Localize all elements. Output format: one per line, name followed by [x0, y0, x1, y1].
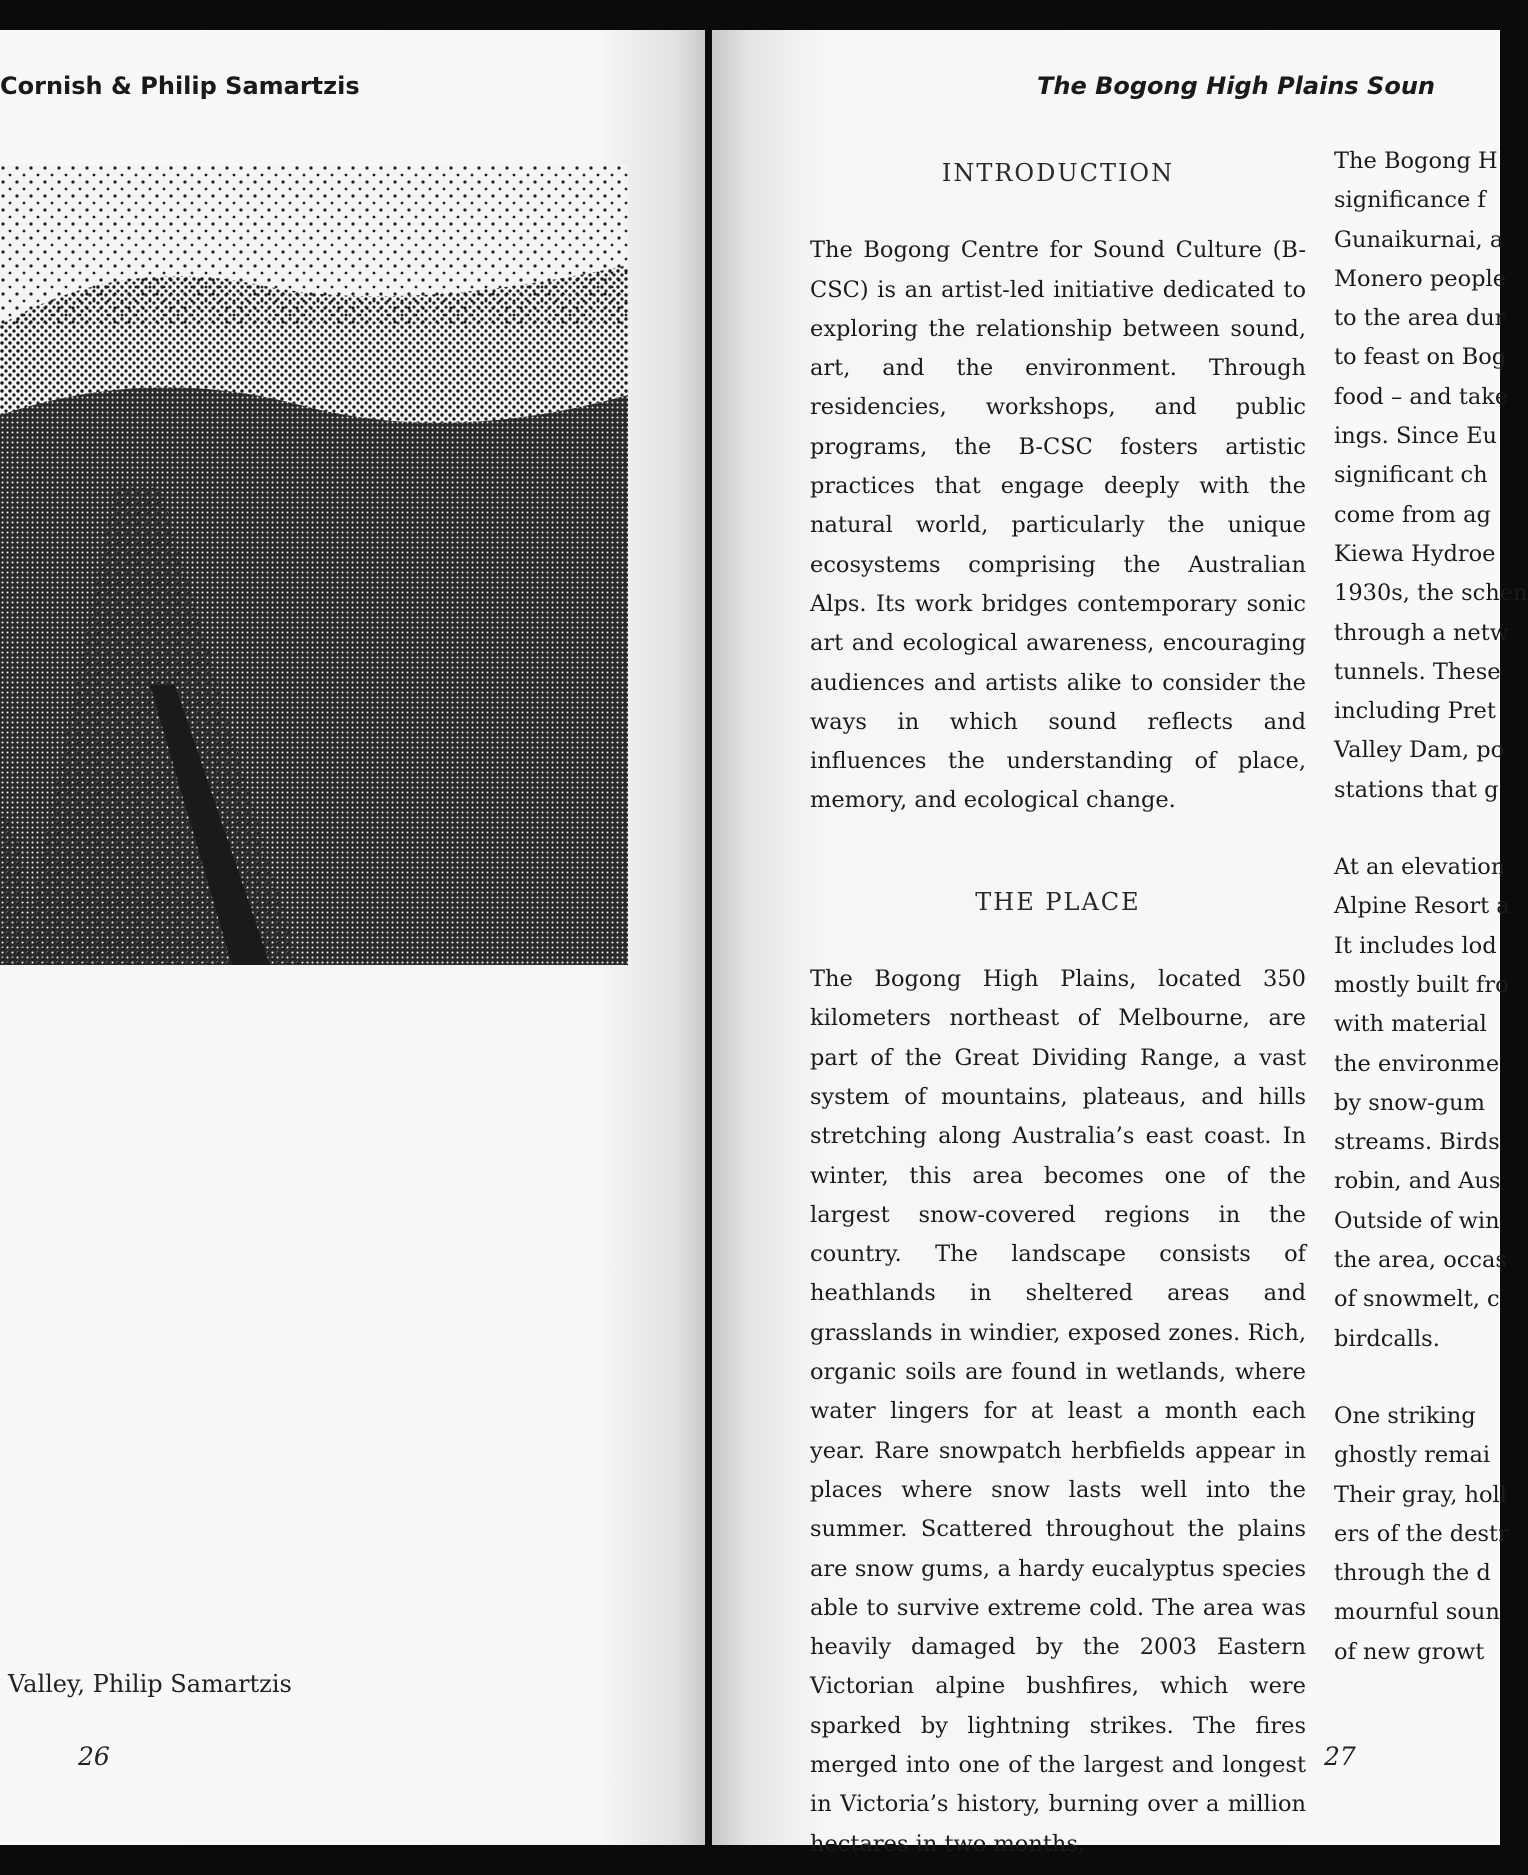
place-paragraph: The Bogong High Plains, located 350 kilometers northeast of Melbourne, are part of the Great Dividing Range, a vast system of mountains, plateaus, and hills stretching along Australia’s east coast. In winter, this area becomes one of the largest snow-covered regions in the country. The landscape consists of heathlands in sheltered areas and grasslands in windier, exposed zones. Rich, organic soils are found in wetlands, where water lingers for at least a month each year. Rare snowpatch herbfields appear in places where snow lasts well into the summer. Scattered throughout the plains are snow gums, a hardy eucalyptus species able to survive extreme cold. The area was heavily damaged by the 2003 Eastern Victorian alpine bushfires, which were sparked by lightning strikes. The fires merged into one of the largest and longest in Victoria’s history, burning over a million hectares in two months.	[810, 966, 1306, 1857]
running-head-right: The Bogong High Plains Soun	[1037, 72, 1436, 100]
running-head-left: Cornish & Philip Samartzis	[0, 72, 360, 100]
place-heading: THE PLACE	[975, 887, 1141, 916]
main-text-column	[810, 142, 1306, 1864]
page-number-left: 26	[78, 1742, 110, 1771]
introduction-paragraph: The Bogong Centre for Sound Culture (B-CSC) is an artist-led initiative dedicated to exploring the relationship between sound, art, and the environment. Through residencies, workshops, and public programs, the B-CSC fosters artistic practices that engage deeply with the natural world, particularly the unique ecosystems comprising the Australian Alps. Its work bridges contemporary sonic art and ecological awareness, encouraging audiences and artists alike to consider the ways in which sound reflects and influences the understanding of place, memory, and ecological change.	[810, 237, 1306, 814]
side-text-column	[1334, 142, 1528, 1672]
side-paragraph-snow-gums: One striking ghostly remai Their gray, holl ers of the destr through the d mournful soun of new growt	[1334, 1402, 1509, 1665]
side-paragraph-resort: At an elevation Alpine Resort a It includes lod mostly built fro with material the environme by snow-gum streams. Birds robin, and Aus Outside of win the area, occas of snowmelt, c birdcalls.	[1334, 854, 1510, 1352]
landscape-photo	[0, 165, 628, 965]
page-number-right: 27	[1324, 1742, 1356, 1771]
right-page	[712, 30, 1528, 1857]
introduction-heading: INTRODUCTION	[941, 159, 1175, 187]
side-paragraph-history: The Bogong H significance f Gunaikurnai, a Monero people to the area dur to feast on Bog food – and take ings. Since Eu significant ch come from ag Kiewa Hydroe 1930s, the schen through a netw tunnels. These including Pret Valley Dam, po stations that g	[1334, 148, 1528, 803]
stipple-landscape-photo-icon	[0, 165, 628, 965]
figure-caption: Valley, Philip Samartzis	[8, 1670, 292, 1698]
left-page	[0, 30, 705, 1845]
